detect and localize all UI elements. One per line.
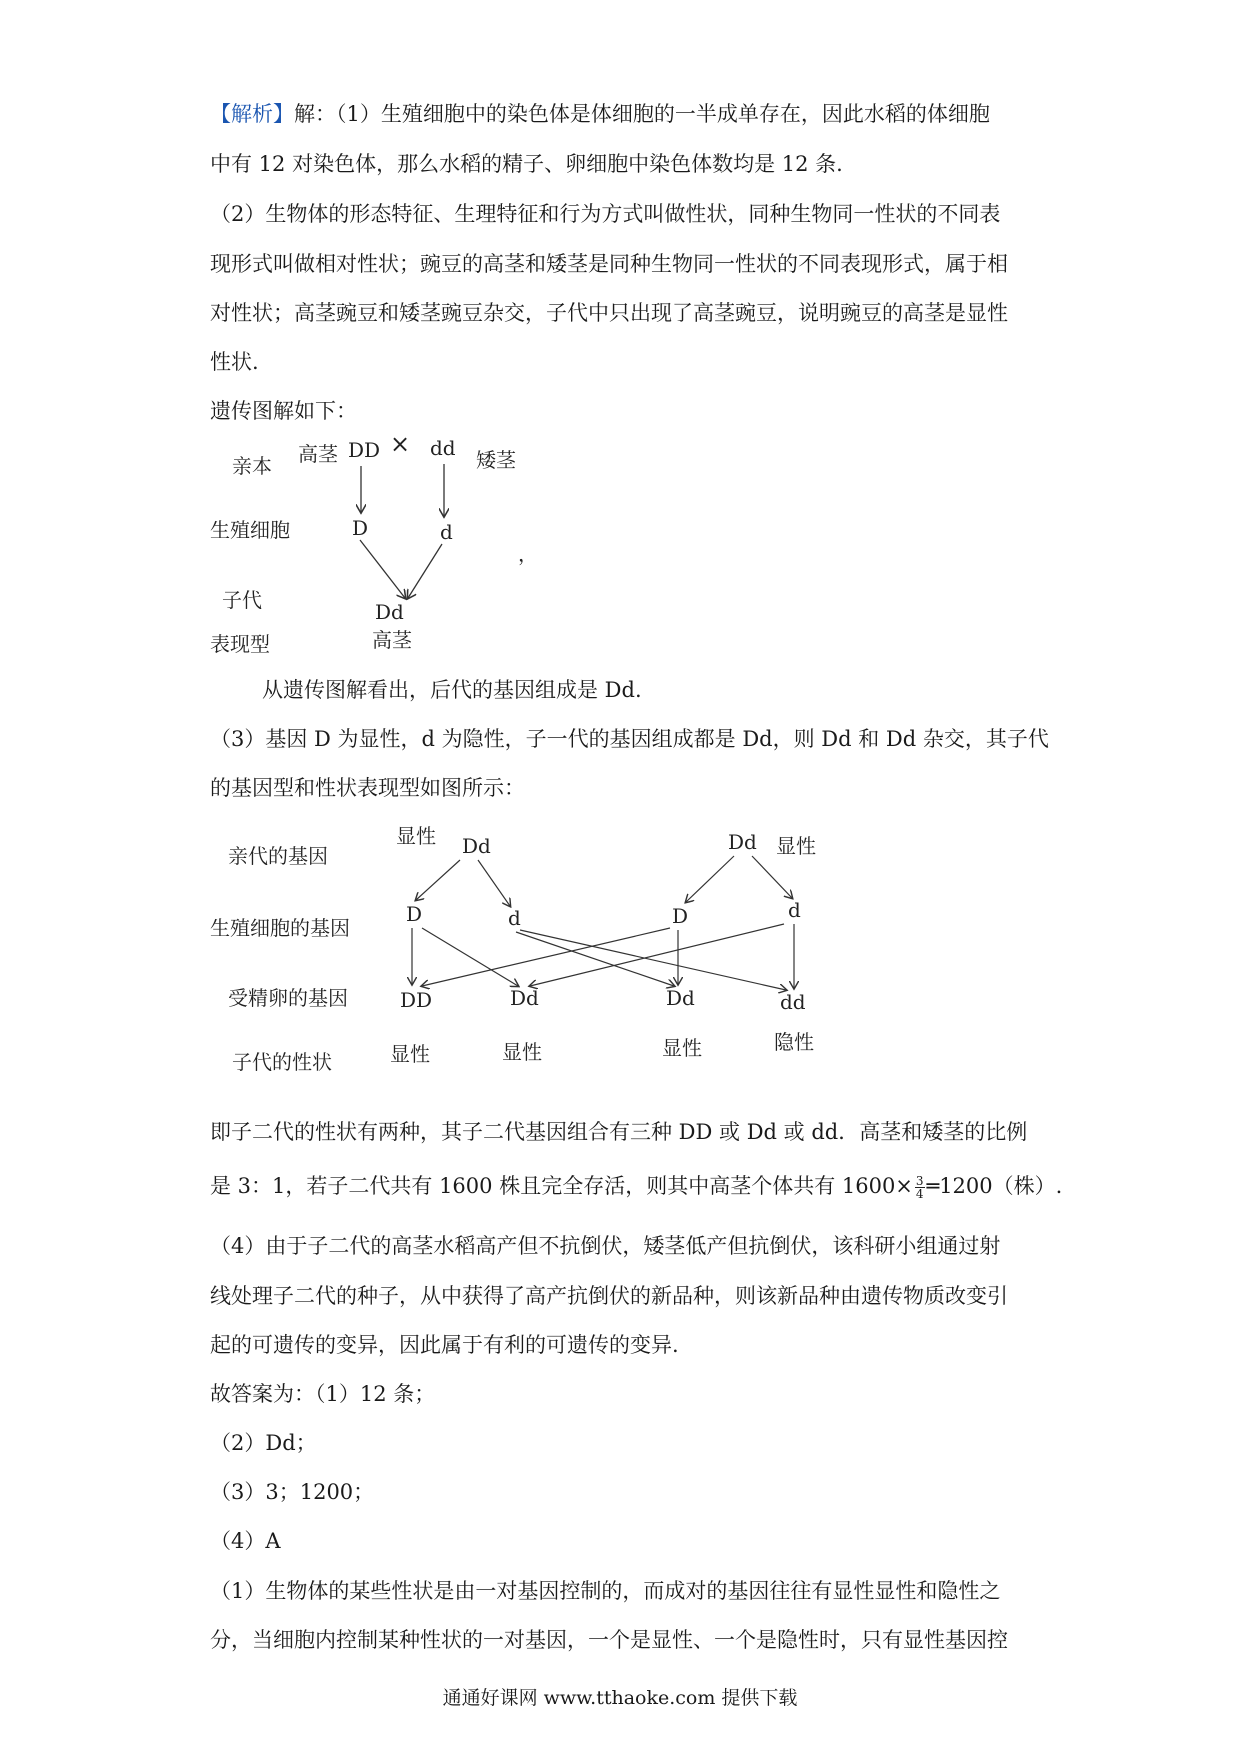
- f2-arrows: [200, 810, 860, 1100]
- label-offspring: 子代: [222, 588, 262, 612]
- genotype-DD: DD: [348, 438, 381, 462]
- arrow-g1-z2: [422, 928, 518, 986]
- p4-line2: [210, 1172, 1062, 1200]
- child-genotype: Dd: [375, 600, 404, 624]
- p2-line1: （2）生物体的形态特征、生理特征和行为方式叫做性状，同种生物同一性状的不同表: [210, 202, 1001, 226]
- after-diagram: 从遗传图解看出，后代的基因组成是 Dd.: [262, 678, 642, 702]
- arrow-pR-g4: [752, 856, 792, 898]
- p3-line1: （3）基因 D 为显性，d 为隐性，子一代的基因组成都是 Dd，则 Dd 和 Dd 杂交，其子代: [210, 727, 1049, 751]
- parent-left-genotype: Dd: [462, 834, 491, 858]
- arrow-pL-g2: [478, 860, 510, 906]
- gamete-3: D: [672, 904, 689, 928]
- page-footer: 通通好课网 www.tthaoke.com 提供下载: [442, 1687, 798, 1709]
- f1-arrows: [200, 428, 560, 668]
- trait-1: 显性: [390, 1042, 430, 1066]
- gamete-1: D: [406, 902, 423, 926]
- label-gamete: 生殖细胞: [210, 518, 290, 542]
- arrow-d-to-Dd: [408, 544, 442, 598]
- arrow-g4-z2: [530, 924, 784, 986]
- p5-line3: 起的可遗传的变异，因此属于有利的可遗传的变异.: [210, 1333, 679, 1357]
- p5-line2: 线处理子二代的种子，从中获得了高产抗倒伏的新品种，则该新品种由遗传物质改变引: [210, 1284, 1008, 1308]
- p4-line2-b: ═1200（株）.: [926, 1174, 1063, 1198]
- cross-symbol: ×: [390, 430, 411, 458]
- label-phenotype: 表现型: [210, 632, 270, 656]
- analysis-line-1: [210, 100, 990, 128]
- comma: ，: [518, 542, 538, 566]
- p3-line2: 的基因型和性状表现型如图所示：: [210, 776, 525, 800]
- p2-line4: 性状.: [210, 350, 259, 374]
- label-offspring-traits: 子代的性状: [232, 1050, 332, 1074]
- genotype-dd: dd: [430, 436, 456, 460]
- fraction-numerator: 3: [915, 1174, 924, 1188]
- arrow-pL-g1: [416, 860, 460, 900]
- p4-line2-a: 是 3：1，若子二代共有 1600 株且完全存活，则其中高茎个体共有 1600×: [210, 1174, 913, 1198]
- zygote-3: Dd: [666, 986, 695, 1010]
- trait-3: 显性: [662, 1036, 702, 1060]
- label-zygote-genes: 受精卵的基因: [228, 986, 348, 1010]
- zygote-2: Dd: [510, 986, 539, 1010]
- cross-diagram-f2: [200, 810, 860, 1100]
- gamete-D: D: [352, 516, 369, 540]
- arrow-pR-g3: [686, 856, 734, 902]
- p4-line1: 即子二代的性状有两种，其子二代基因组合有三种 DD 或 Dd 或 dd．高茎和矮茎的比例: [210, 1120, 1028, 1144]
- p5-line1: （4）由于子二代的高茎水稻高产但不抗倒伏，矮茎低产但抗倒伏，该科研小组通过射: [210, 1234, 1001, 1258]
- gamete-2: d: [508, 906, 521, 930]
- label-parent-genes: 亲代的基因: [228, 844, 328, 868]
- p1-line2: 中有 12 对染色体，那么水稻的精子、卵细胞中染色体数均是 12 条.: [210, 152, 843, 176]
- answer-4: （4）A: [210, 1529, 281, 1553]
- zygote-1: DD: [400, 988, 433, 1012]
- diagram-intro: 遗传图解如下：: [210, 399, 357, 423]
- parent-left-trait: 显性: [396, 824, 436, 848]
- arrow-g3-z1: [422, 928, 670, 986]
- trait-2: 显性: [502, 1040, 542, 1064]
- p1-line1-text: 解：（1）生殖细胞中的染色体是体细胞的一半成单存在，因此水稻的体细胞: [294, 102, 990, 126]
- p2-line3: 对性状；高茎豌豆和矮茎豌豆杂交，子代中只出现了高茎豌豆，说明豌豆的高茎是显性: [210, 301, 1008, 325]
- analysis-tag: 【解析】: [210, 102, 294, 126]
- label-tall: 高茎: [298, 442, 338, 466]
- arrow-g2-z4: [520, 930, 786, 990]
- arrow-D-to-Dd: [360, 540, 405, 598]
- label-parent: 亲本: [232, 454, 272, 478]
- label-gamete-genes: 生殖细胞的基因: [210, 916, 350, 940]
- p6-line2: 分，当细胞内控制某种性状的一对基因，一个是显性、一个是隐性时，只有显性基因控: [210, 1628, 1008, 1652]
- label-short: 矮茎: [476, 448, 516, 472]
- fraction-three-quarters: [915, 1175, 925, 1200]
- trait-4: 隐性: [774, 1030, 814, 1054]
- zygote-4: dd: [780, 990, 806, 1014]
- parent-right-trait: 显性: [776, 834, 816, 858]
- answer-3: （3）3；1200；: [210, 1480, 375, 1504]
- p2-line2: 现形式叫做相对性状；豌豆的高茎和矮茎是同种生物同一性状的不同表现形式，属于相: [210, 252, 1008, 276]
- fraction-denominator: 4: [915, 1187, 924, 1201]
- child-phenotype: 高茎: [372, 628, 412, 652]
- answer-2: （2）Dd；: [210, 1431, 317, 1455]
- gamete-4: d: [788, 898, 801, 922]
- gamete-d: d: [440, 520, 453, 544]
- parent-right-genotype: Dd: [728, 830, 757, 854]
- p6-line1: （1）生物体的某些性状是由一对基因控制的，而成对的基因往往有显性显性和隐性之: [210, 1579, 1001, 1603]
- cross-diagram-f1: [200, 428, 560, 668]
- answer-intro: 故答案为：（1）12 条；: [210, 1382, 436, 1406]
